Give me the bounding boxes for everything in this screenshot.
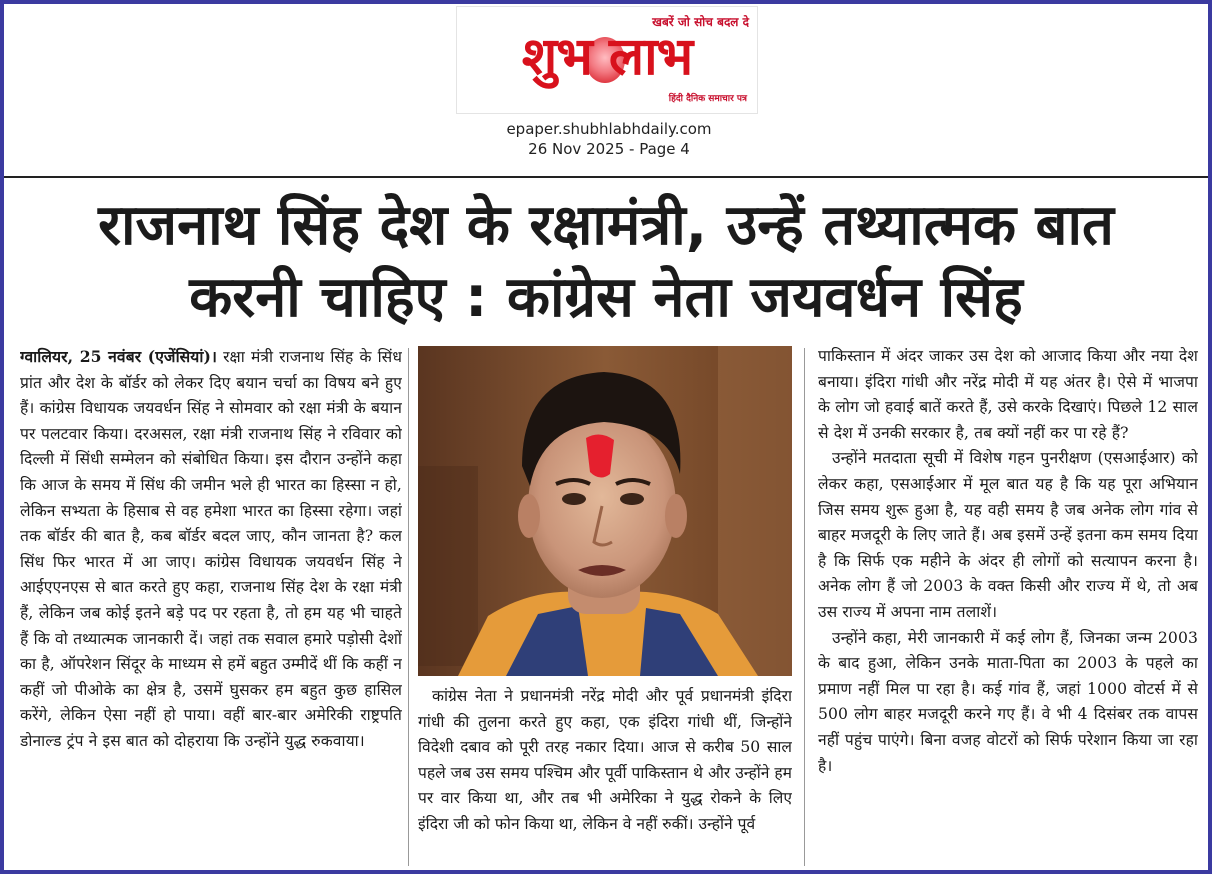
masthead-tagline: खबरें जो सोच बदल दे	[652, 15, 749, 29]
article-paragraph: उन्होंने मतदाता सूची में विशेष गहन पुनरीक्षण (एसआईआर) को लेकर कहा, एसआईआर में मूल बात यह है कि यह पूरा अभियान जिस समय शुरू हुआ है, यह वही समय है जब अनेक लोग गांव से बाहर मजदूरी के लिए जाते हैं। अब इसमें उन्हें इतना कम समय दिया है कि सिर्फ एक महीने के अंदर ही लोगों को सत्यापन करना है। अनेक लोग हैं जो 2003 के वक्त किसी और राज्य में थे, तो अब उस राज्य में अपना नाम तलाशें।	[818, 449, 1198, 621]
portrait-image	[418, 346, 792, 676]
column-divider	[408, 348, 409, 866]
epaper-url[interactable]: epaper.shubhlabhdaily.com	[506, 120, 712, 138]
edition-date-page: 26 Nov 2025 - Page 4	[528, 140, 690, 158]
column-divider	[804, 348, 805, 866]
masthead-brand: शुभ लाभ	[521, 27, 693, 87]
header-divider	[4, 176, 1208, 178]
column-1-text: रक्षा मंत्री राजनाथ सिंह के सिंध प्रांत और देश के बॉर्डर को लेकर दिए बयान चर्चा का विषय बने हुए हैं। कांग्रेस विधायक जयवर्धन सिंह ने सोमवार को रक्षा मंत्री के बयान पर पलटवार किया। दरअसल, रक्षा मंत्री राजनाथ सिंह ने रविवार को दिल्ली में सिंधी सम्मेलन को संबोधित किया। इस दौरान उन्होंने कहा कि आज के समय में सिंध की जमीन भले ही भारत का हिस्सा न हो, लेकिन सभ्यता के हिसाब से वह हमेशा भारत का हिस्सा रहेगा। जहां तक बॉर्डर की बात है, कब बॉर्डर बदल जाए, कौन जानता है? कल सिंध फिर भारत में आ जाए। कांग्रेस विधायक जयवर्धन सिंह ने आईएएनएस से बात करते हुए कहा, राजनाथ सिंह देश के रक्षा मंत्री हैं, लेकिन जब कोई इतने बड़े पद पर रहता है, तो हम यह भी चाहते हैं कि वो तथ्यात्मक जानकारी दें। जहां तक सवाल हमारे पड़ोसी देशों का है, ऑपरेशन सिंदूर के माध्यम से हमें बहुत उम्मीदें थीं कि कहीं न कहीं जो पीओके का क्षेत्र है, उसमें घुसकर हम बहुत कुछ हासिल करेंगे, लेकिन ऐसा नहीं हो पाया। वहीं बार-बार अमेरिकी राष्ट्रपति डोनाल्ड ट्रंप ने इस बात को दोहराया कि उन्होंने युद्ध रुकवाया।	[20, 348, 402, 750]
headline-line-1: राजनाथ सिंह देश के रक्षामंत्री, उन्हें तथ्यात्मक बात	[98, 193, 1114, 258]
masthead-subtitle: हिंदी दैनिक समाचार पत्र	[668, 94, 747, 104]
article-photo[interactable]	[418, 346, 792, 676]
masthead-logo[interactable]	[456, 6, 758, 114]
article-paragraph	[20, 344, 402, 755]
article-column-1	[20, 344, 402, 864]
article-column-3	[818, 344, 1198, 864]
article-paragraph: पाकिस्तान में अंदर जाकर उस देश को आजाद किया और नया देश बनाया। इंदिरा गांधी और नरेंद्र मोदी में यह अंतर है। ऐसे में भाजपा के लोग जो हवाई बातें करते हैं, उसे करके दिखाएं। पिछले 12 साल से देश में उनकी सरकार है, तब क्यों नहीं कर पा रहे हैं?	[818, 347, 1198, 442]
headline-line-2: करनी चाहिए : कांग्रेस नेता जयवर्धन सिंह	[189, 265, 1023, 330]
article-paragraph: उन्होंने कहा, मेरी जानकारी में कई लोग हैं, जिनका जन्म 2003 के बाद हुआ, लेकिन उनके माता-पिता का 2003 के पहले का प्रमाण नहीं मिल पा रहा है। कई गांव हैं, जहां 1000 वोटर्स में से 500 लोग बाहर मजदूरी करने गए हैं। वे भी 4 दिसंबर तक वापस नहीं पहुंच पाएंगे। बिना वजह वोटरों को सिर्फ परेशान किया जा रहा है।	[818, 628, 1198, 775]
dateline: ग्वालियर, 25 नवंबर (एजेंसियां)।	[20, 347, 217, 366]
column-2-text: कांग्रेस नेता ने प्रधानमंत्री नरेंद्र मोदी और पूर्व प्रधानमंत्री इंदिरा गांधी की तुलना करते हुए कहा, एक इंदिरा गांधी थीं, जिन्होंने विदेशी दबाव को पूरी तरह नकार दिया। आज से करीब 50 साल पहले जब उस समय पश्चिम और पूर्वी पाकिस्तान थे और उन्होंने हम पर वार किया था, और तब भी अमेरिका ने युद्ध रोकने के लिए इंदिरा जी को फोन किया था, लेकिन वे नहीं रुकीं। उन्होंने पूर्व	[418, 687, 792, 833]
article-headline	[4, 190, 1208, 334]
